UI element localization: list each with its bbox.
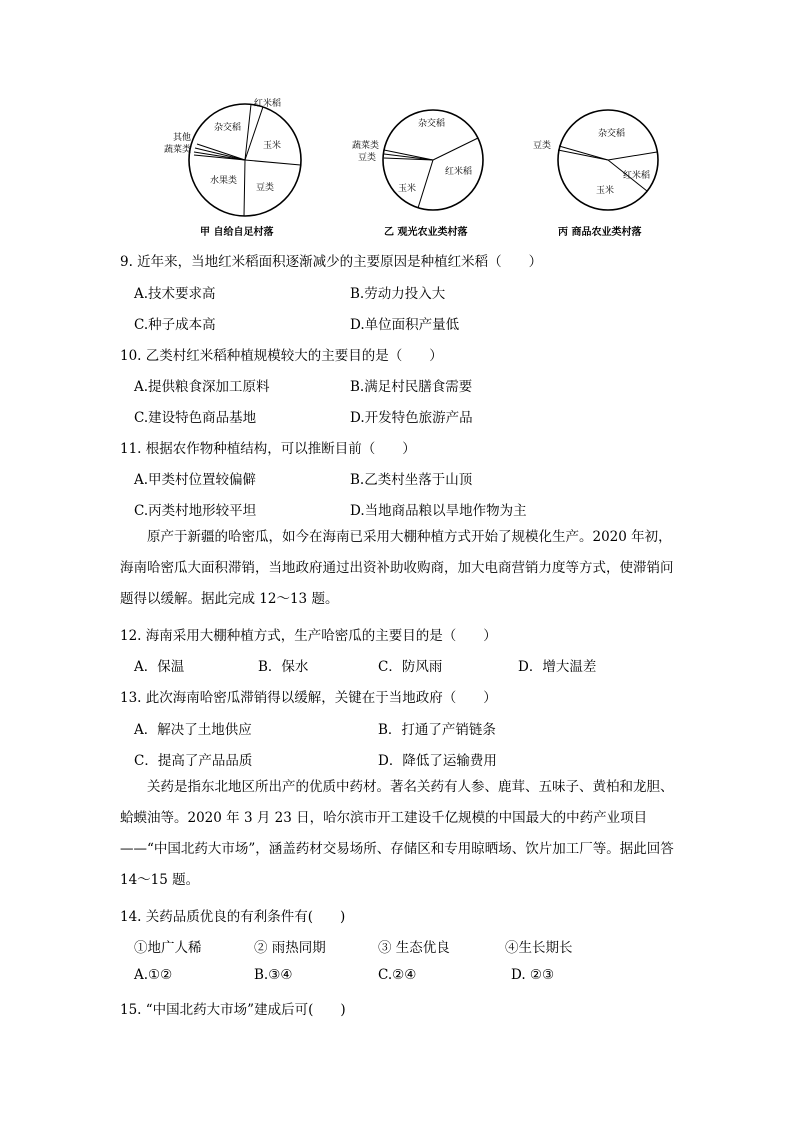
question-14-option-b: B.③④ <box>254 967 293 983</box>
pie-bing-label-3: 豆类 <box>533 141 552 151</box>
question-11-option-d: D.当地商品粮以旱地作物为主 <box>350 503 527 519</box>
pie-bing-label-2: 玉米 <box>596 186 615 196</box>
question-9-stem: 9. 近年来，当地红米稻面积逐渐减少的主要原因是种植红米稻（ ） <box>120 254 543 270</box>
caption-yi: 乙 观光农业类村落 <box>384 227 468 238</box>
passage-guan-medicine: 关药是指东北地区所出产的优质中药材。著名关药有人参、鹿茸、五味子、黄柏和龙胆、蛤蟆油等。2020 年 3 月 23 日，哈尔滨市开工建设千亿规模的中国最大的中药产业项目——“中国北药大市场”，涵盖药材交易场所、存储区和专用晾晒场、饮片加工厂等。据此回答 14～15 题。 <box>120 779 674 888</box>
pie-yi <box>352 110 483 210</box>
question-13-option-a: A．解决了土地供应 <box>134 722 252 738</box>
pie-yi-label-1: 红米稻 <box>445 167 473 177</box>
question-10-option-d: D.开发特色旅游产品 <box>350 410 473 426</box>
question-12-option-b: B．保水 <box>258 659 309 675</box>
question-11-option-a: A.甲类村位置较偏僻 <box>134 472 257 488</box>
question-10-option-a: A.提供粮食深加工原料 <box>134 379 270 395</box>
question-14-option-a: A.①② <box>134 967 173 983</box>
question-12-option-d: D．增大温差 <box>518 659 597 675</box>
pie-charts-svg <box>140 98 680 243</box>
pie-bing-label-1: 红米稻 <box>623 171 651 181</box>
question-9-option-c: C.种子成本高 <box>134 317 216 333</box>
pie-jia-label-0: 红米稻 <box>254 99 282 109</box>
pie-jia-label-5: 其他 <box>173 133 192 143</box>
question-13-option-c: C．提高了产品品质 <box>134 753 253 769</box>
question-14-option-d: D. ②③ <box>511 967 555 983</box>
caption-jia: 甲 自给自足村落 <box>200 227 274 238</box>
caption-bing: 丙 商品农业类村落 <box>558 227 642 238</box>
pie-yi-label-0: 杂交稻 <box>418 119 446 129</box>
question-14-option-c: C.②④ <box>378 967 417 983</box>
question-11-option-c: C.丙类村地形较平坦 <box>134 503 257 519</box>
pie-yi-label-2: 玉米 <box>398 184 417 194</box>
question-13-stem: 13. 此次海南哈密瓜滞销得以缓解，关键在于当地政府（ ） <box>120 690 497 706</box>
pie-yi-label-4: 豆类 <box>358 153 377 163</box>
question-13-option-b: B．打通了产销链条 <box>378 722 496 738</box>
pie-yi-label-3: 蔬菜类 <box>352 141 380 151</box>
question-13-option-d: D．降低了运输费用 <box>378 753 497 769</box>
passage-hami-melon: 原产于新疆的哈密瓜，如今在海南已采用大棚种植方式开始了规模化生产。2020 年初，海南哈密瓜大面积滞销，当地政府通过出资补助收购商，加大电商营销力度等方式，使滞销问题得以缓解。据此完成 12～13 题。 <box>120 529 674 607</box>
pie-jia-label-3: 豆类 <box>256 183 275 193</box>
question-9-option-b: B.劳动力投入大 <box>350 286 446 302</box>
question-14-item-2: ② 雨热同期 <box>254 940 326 956</box>
question-14-stem: 14. 关药品质优良的有利条件有( ) <box>120 909 346 925</box>
question-12-option-a: A．保温 <box>134 659 185 675</box>
pie-jia-label-1: 杂交稻 <box>214 123 242 133</box>
question-14-item-4: ④生长期长 <box>505 940 573 956</box>
question-14-item-1: ①地广人稀 <box>134 940 202 956</box>
question-10-stem: 10. 乙类村红米稻种植规模较大的主要目的是（ ） <box>120 348 443 364</box>
question-9-option-a: A.技术要求高 <box>134 286 216 302</box>
pie-charts-figure <box>140 98 680 243</box>
pie-jia-label-6: 蔬菜类 <box>164 145 192 155</box>
question-11-stem: 11. 根据农作物种植结构，可以推断目前（ ） <box>120 441 416 457</box>
question-12-option-c: C．防风雨 <box>378 659 443 675</box>
pie-jia-label-4: 水果类 <box>210 176 238 186</box>
question-15-stem: 15. “中国北药大市场”建成后可( ) <box>120 1002 346 1018</box>
question-12-stem: 12. 海南采用大棚种植方式，生产哈密瓜的主要目的是（ ） <box>120 628 497 644</box>
question-9-option-d: D.单位面积产量低 <box>350 317 460 333</box>
pie-bing <box>533 110 658 210</box>
question-10-option-b: B.满足村民膳食需要 <box>350 379 473 395</box>
pie-jia <box>164 98 301 216</box>
pie-jia-label-2: 玉米 <box>263 141 282 151</box>
question-10-option-c: C.建设特色商品基地 <box>134 410 257 426</box>
question-14-item-3: ③ 生态优良 <box>378 940 450 956</box>
question-11-option-b: B.乙类村坐落于山顶 <box>350 472 473 488</box>
pie-bing-label-0: 杂交稻 <box>598 129 626 139</box>
